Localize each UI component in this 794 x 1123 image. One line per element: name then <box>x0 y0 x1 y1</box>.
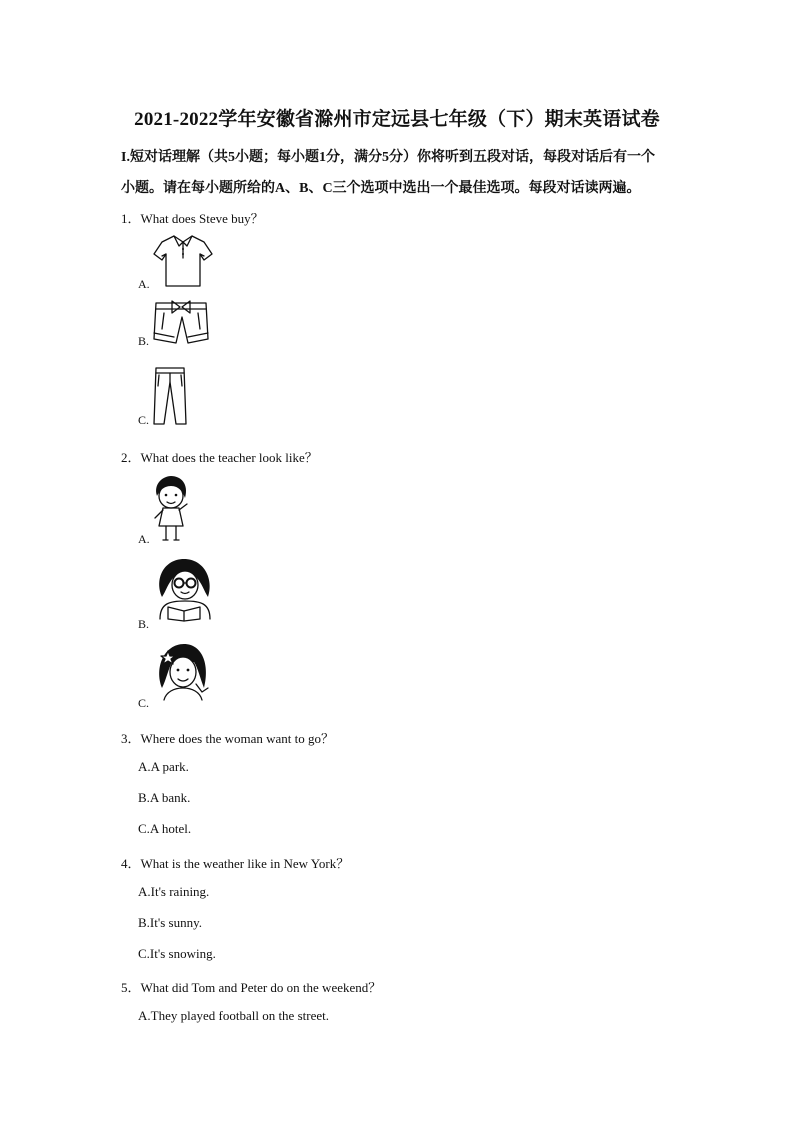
option-5a <box>138 1008 329 1024</box>
question-number: 4． <box>121 856 141 871</box>
option-text: It's sunny. <box>149 915 202 930</box>
option-2a-label: A. <box>138 532 150 546</box>
option-text: It's raining. <box>150 884 210 899</box>
option-label: B. <box>138 790 150 805</box>
option-text: It's snowing. <box>149 946 216 961</box>
option-4b <box>138 915 202 931</box>
option-3b <box>138 790 190 806</box>
shorts-icon <box>150 299 212 352</box>
option-2b-label: B. <box>138 617 150 631</box>
question-number: 2． <box>121 450 141 465</box>
option-label: A. <box>138 1008 151 1023</box>
option-3c <box>138 821 191 837</box>
option-1b-label: B. <box>138 334 150 348</box>
option-text: A park. <box>150 759 189 774</box>
option-label: A. <box>138 759 151 774</box>
long-haired-woman-with-glasses-icon <box>152 557 218 628</box>
page-title: 2021-2022学年安徽省滁州市定远县七年级（下）期末英语试卷 <box>134 109 660 130</box>
section-instruction-line-2: 小题。请在每小题所给的A、B、C三个选项中选出一个最佳选项。每段对话读两遍。 <box>121 181 641 196</box>
question-text: What is the weather like in New York？ <box>140 856 350 871</box>
option-4a <box>138 884 209 900</box>
section-instruction-line-1: I.短对话理解（共5小题；每小题1分，满分5分）你将听到五段对话，每段对话后有一个 <box>121 150 655 165</box>
question-3 <box>121 728 334 747</box>
option-label: C. <box>138 946 150 961</box>
option-label: B. <box>138 915 150 930</box>
question-1 <box>121 208 264 227</box>
question-number: 1． <box>121 211 141 226</box>
option-2c-label: C. <box>138 696 150 710</box>
question-text: What does the teacher look like？ <box>140 450 318 465</box>
option-1a-label: A. <box>138 277 150 291</box>
option-1c-label: C. <box>138 413 150 427</box>
option-4c <box>138 946 216 962</box>
question-4 <box>121 853 349 872</box>
question-5 <box>121 977 381 996</box>
trousers-icon <box>152 366 188 431</box>
option-text: A hotel. <box>149 821 192 836</box>
question-number: 3． <box>121 731 141 746</box>
option-3a <box>138 759 189 775</box>
girl-with-star-hairclip-icon <box>152 642 212 707</box>
short-haired-girl-icon <box>149 474 193 549</box>
question-text: What does Steve buy？ <box>140 211 264 226</box>
option-text: They played football on the street. <box>150 1008 329 1023</box>
question-number: 5． <box>121 980 141 995</box>
option-text: A bank. <box>149 790 191 805</box>
option-label: A. <box>138 884 151 899</box>
question-text: Where does the woman want to go？ <box>140 731 335 746</box>
question-2 <box>121 447 318 466</box>
question-text: What did Tom and Peter do on the weekend？ <box>140 980 382 995</box>
polo-shirt-icon <box>152 232 214 295</box>
option-label: C. <box>138 821 150 836</box>
